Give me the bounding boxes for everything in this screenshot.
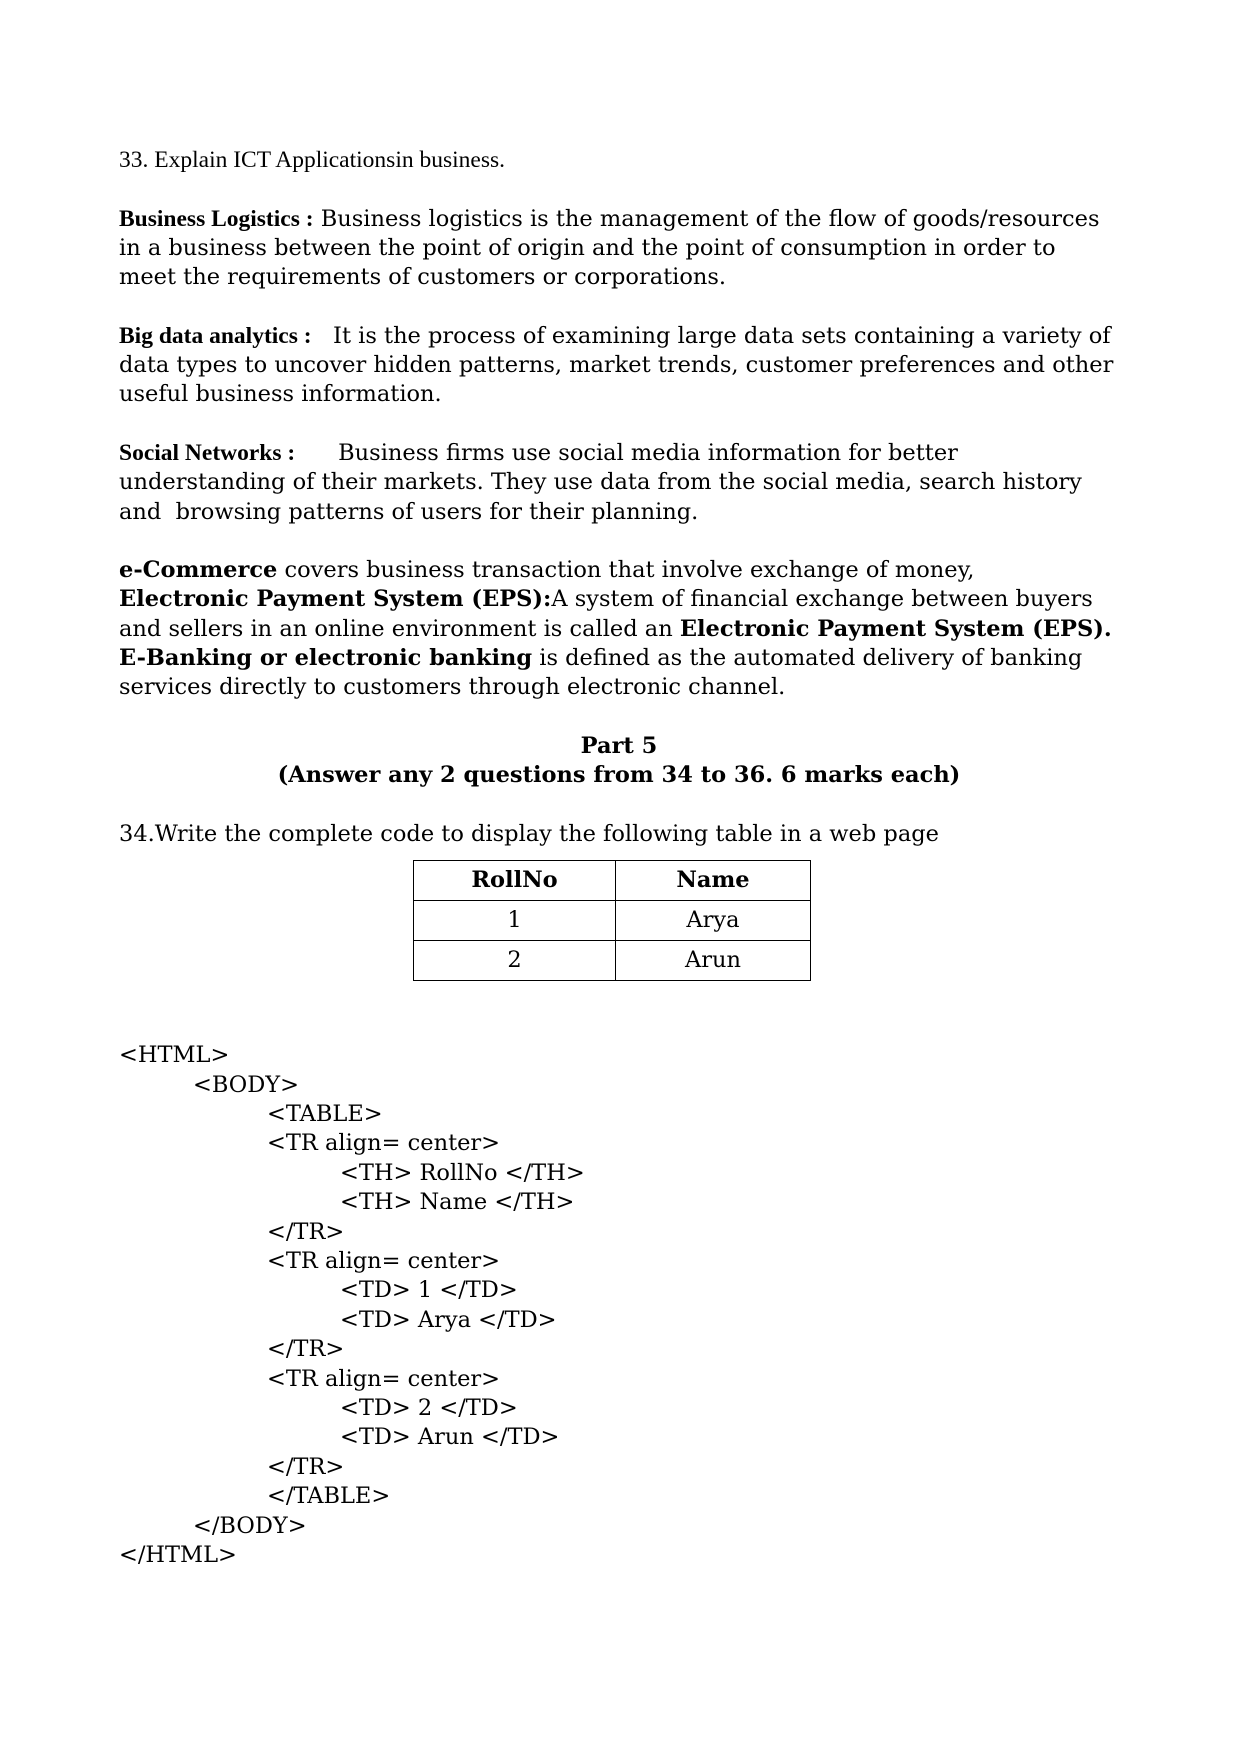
question-33: 33. Explain ICT Applicationsin business. — [119, 147, 505, 173]
part-5-title: Part 5 — [580, 732, 658, 759]
big-data-text: It is the process of examining large data sets containing a variety of data types to uncover hidden patterns, market trends, customer preferences and other useful business information. — [119, 322, 1121, 408]
part-5-subtitle: (Answer any 2 questions from 34 to 36. 6 marks each) — [277, 762, 961, 789]
code-line: </BODY> — [193, 1512, 307, 1539]
code-line: </TR> — [267, 1336, 345, 1363]
code-line: </TR> — [267, 1218, 345, 1245]
table-row — [414, 941, 811, 981]
code-line: <TH> Name </TH> — [340, 1189, 575, 1216]
code-line: <TR align= center> — [267, 1130, 501, 1157]
code-line: </HTML> — [119, 1542, 237, 1569]
document-page — [119, 146, 1119, 1570]
code-line: <TR align= center> — [267, 1247, 501, 1274]
business-logistics-text: Business logistics is the management of the flow of goods/resources in a business between the point of origin and the point of consumption in order to meet the requirements of customers or corporations. — [119, 205, 1100, 291]
business-logistics-paragraph — [119, 205, 1119, 293]
part-5-heading — [119, 732, 1119, 791]
eps-paragraph — [119, 585, 1119, 644]
code-line: <BODY> — [193, 1071, 299, 1098]
example-table — [413, 860, 811, 981]
code-line: <TD> 1 </TD> — [340, 1277, 518, 1304]
table-cell: Arun — [616, 941, 811, 981]
table-header-name: Name — [616, 861, 811, 901]
code-line: </TABLE> — [267, 1483, 391, 1510]
question-34: 34.Write the complete code to display the following table in a web page — [119, 820, 939, 847]
ecommerce-paragraph — [119, 556, 1119, 585]
table-header-row — [414, 861, 811, 901]
ebanking-paragraph — [119, 644, 1119, 703]
business-logistics-label: Business Logistics : — [119, 205, 314, 232]
eps-label: Electronic Payment System (EPS): — [119, 586, 552, 613]
table-header-rollno: RollNo — [414, 861, 616, 901]
html-code-answer — [119, 1041, 1119, 1570]
social-networks-text: Business firms use social media information for better understanding of their markets. They use data from the social media, search history and browsing patterns of users for their planning. — [119, 439, 1089, 525]
code-line: <TABLE> — [267, 1100, 383, 1127]
code-line: <TD> Arun </TD> — [340, 1424, 560, 1451]
ecommerce-label: e-Commerce — [119, 557, 278, 584]
table-cell: 1 — [414, 901, 616, 941]
ebanking-text: is defined as the automated delivery of banking services directly to customers through electronic channel. — [119, 645, 1083, 701]
table-row — [414, 901, 811, 941]
table-cell: Arya — [616, 901, 811, 941]
eps-term: Electronic Payment System (EPS). — [679, 615, 1112, 642]
eps-text: A system of financial exchange between buyers and sellers in an online environment is called an — [119, 586, 1093, 642]
code-line: <TD> Arya </TD> — [340, 1306, 557, 1333]
ebanking-label: E-Banking or electronic banking — [119, 645, 533, 672]
code-line: <TR align= center> — [267, 1365, 501, 1392]
code-line: <TH> RollNo </TH> — [340, 1159, 585, 1186]
big-data-paragraph — [119, 322, 1119, 410]
social-networks-label: Social Networks : — [119, 439, 296, 466]
table-cell: 2 — [414, 941, 616, 981]
code-line: </TR> — [267, 1453, 345, 1480]
ecommerce-text: covers business transaction that involve exchange of money, — [277, 557, 975, 584]
big-data-label: Big data analytics : — [119, 322, 312, 349]
code-line: <HTML> — [119, 1042, 230, 1069]
social-networks-paragraph — [119, 439, 1119, 527]
code-line: <TD> 2 </TD> — [340, 1395, 518, 1421]
